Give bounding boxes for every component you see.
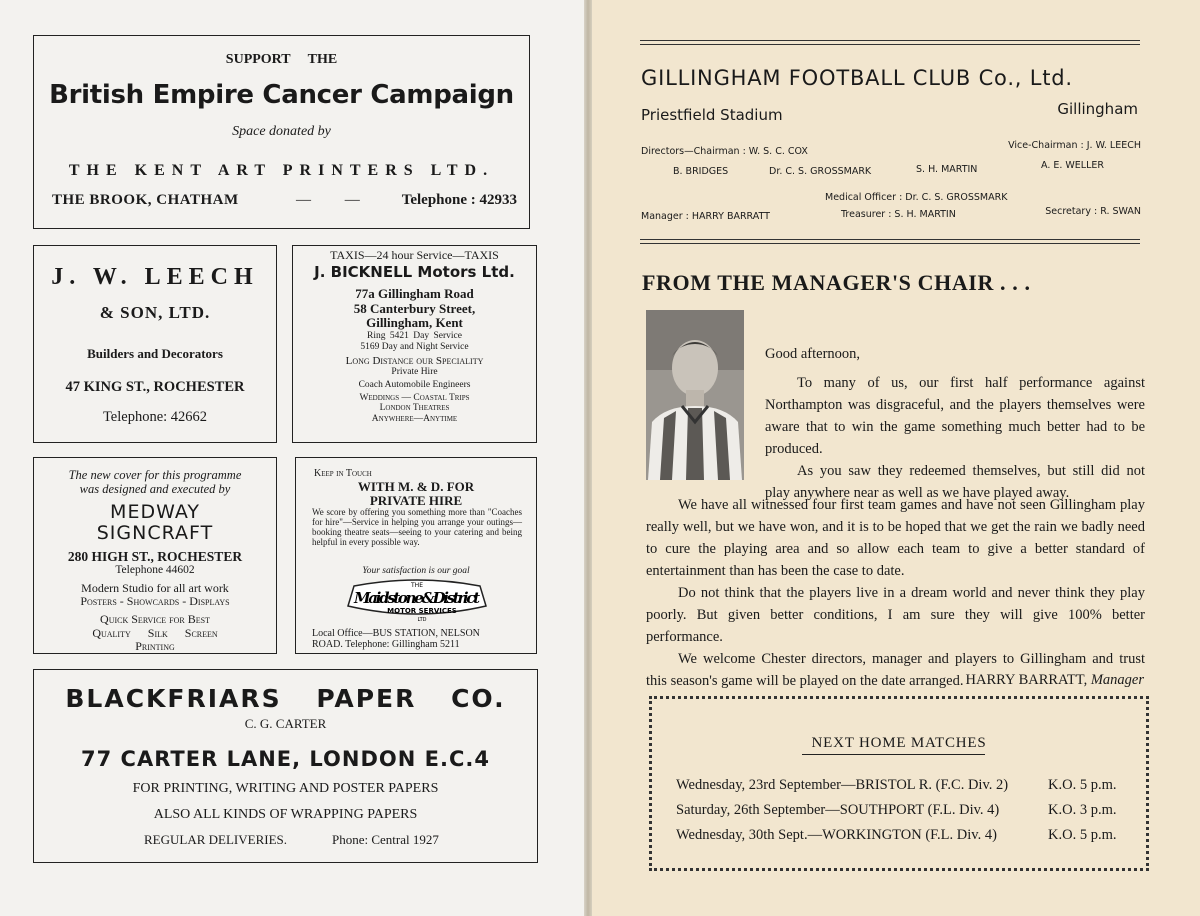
md-logo-main: Maidstone&District	[354, 589, 480, 607]
match-kickoff: K.O. 5 p.m.	[1048, 777, 1117, 793]
blackfriars-deliveries: REGULAR DELIVERIES.	[144, 832, 287, 847]
signature	[966, 672, 1144, 689]
md-with: WITH M. & D. FOR	[357, 479, 475, 494]
director-bridges: B. BRIDGES	[673, 166, 729, 177]
town: Gillingham	[1057, 100, 1138, 118]
mid-double-rule	[640, 239, 1140, 244]
cancer-campaign-ad	[33, 35, 530, 229]
treasurer: Treasurer : S. H. MARTIN	[841, 209, 956, 220]
md-logo	[342, 578, 492, 626]
leech-phone: Telephone: 42662	[102, 409, 208, 425]
md-logo-ltd: LTD	[417, 617, 427, 623]
bicknell-addr2: 58 Canterbury Street,	[353, 300, 476, 316]
bicknell-weddings: Weddings — Coastal Trips	[359, 392, 470, 403]
letter-p5: We welcome Chester directors, manager and players to Gillingham and trust this season's game will be played on the date arranged.	[646, 651, 1145, 689]
medway-ad	[33, 457, 277, 654]
letter-p4: Do not think that the players live in a dream world and never think they play poorly. But given better conditions, I am sure they will give 100% better performance.	[646, 585, 1145, 645]
bicknell-ad	[292, 245, 537, 443]
blackfriars-line1: FOR PRINTING, WRITING AND POSTER PAPERS	[132, 781, 439, 796]
medway-phone: Telephone 44602	[115, 563, 195, 576]
medway-quality: Quality Silk Screen	[92, 625, 218, 640]
medway-posters: Posters - Showcards - Displays	[80, 593, 230, 608]
match-kickoff: K.O. 3 p.m.	[1048, 802, 1117, 818]
medical-officer: Medical Officer : Dr. C. S. GROSSMARK	[825, 192, 1008, 203]
bicknell-speciality: Long Distance our Speciality	[345, 355, 484, 368]
letter-p3: We have all witnessed four first team games and have not seen Gillingham play really well, but we have won, and it is to be hoped that we get the rain we badly need to cure the playing area and so allow each team to give a better standard of entertainment than has been the case to date.	[646, 497, 1145, 579]
medway-name2: SIGNCRAFT	[96, 522, 214, 545]
match-kickoff: K.O. 5 p.m.	[1048, 827, 1117, 843]
signature-name: HARRY BARRATT,	[965, 672, 1088, 688]
director-weller: A. E. WELLER	[1041, 160, 1104, 171]
blackfriars-name: BLACKFRIARS PAPER CO.	[65, 684, 506, 713]
bicknell-coach: Coach Automobile Engineers	[358, 380, 471, 391]
letter-block-full	[646, 494, 1145, 692]
address-dashes: — —	[296, 192, 360, 208]
bicknell-name: J. BICKNELL Motors Ltd.	[314, 263, 515, 282]
bicknell-addr3: Gillingham, Kent	[366, 315, 463, 331]
blackfriars-line2: ALSO ALL KINDS OF WRAPPING PAPERS	[153, 807, 418, 822]
md-logo-top: THE	[411, 582, 423, 589]
medway-printing: Printing	[135, 639, 175, 654]
medway-name1: MEDWAY	[110, 501, 200, 523]
md-office1: Local Office—BUS STATION, NELSON	[312, 628, 480, 639]
leech-ad	[33, 245, 277, 443]
leech-address: 47 KING ST., ROCHESTER	[65, 379, 245, 395]
md-satisfaction: Your satisfaction is our goal	[362, 566, 470, 576]
medway-quick: Quick Service for Best	[100, 612, 210, 627]
bicknell-theatres: London Theatres	[379, 403, 450, 414]
leech-name: J. W. LEECH	[51, 264, 259, 290]
match-fixture: Wednesday, 23rd September—BRISTOL R. (F.C. Div. 2)	[676, 777, 1009, 793]
cancer-title: British Empire Cancer Campaign	[49, 80, 514, 110]
blackfriars-phone: Phone: Central 1927	[332, 832, 439, 847]
printer-address: THE BROOK, CHATHAM	[52, 192, 239, 208]
match-fixture: Wednesday, 30th Sept.—WORKINGTON (F.L. Div. 4)	[676, 827, 997, 843]
printer-name: THE KENT ART PRINTERS LTD.	[68, 162, 495, 179]
blackfriars-carter: C. G. CARTER	[244, 716, 327, 731]
support-text: SUPPORT THE	[225, 52, 338, 67]
chairman: Directors—Chairman : W. S. C. COX	[641, 146, 808, 157]
leech-son: & SON, LTD.	[99, 303, 211, 322]
matches-title-underline	[802, 754, 985, 755]
top-double-rule	[640, 40, 1140, 45]
medway-line2: was designed and executed by	[79, 482, 231, 496]
blackfriars-address: 77 CARTER LANE, LONDON E.C.4	[81, 747, 490, 771]
stadium: Priestfield Stadium	[641, 106, 783, 124]
match-fixture: Saturday, 26th September—SOUTHPORT (F.L. Div. 4)	[676, 802, 1000, 818]
greeting: Good afternoon,	[765, 346, 861, 362]
medway-studio: Modern Studio for all art work	[81, 580, 229, 595]
taxis-line: TAXIS—24 hour Service—TAXIS	[330, 248, 499, 262]
manager-line: Manager : HARRY BARRATT	[641, 211, 770, 222]
medway-line1: The new cover for this programme	[68, 468, 242, 482]
match-row	[676, 827, 1126, 844]
match-row	[676, 777, 1126, 794]
md-office2: ROAD. Telephone: Gillingham 5211	[312, 639, 460, 650]
manager-photo	[646, 310, 744, 480]
space-donated: Space donated by	[232, 124, 331, 139]
bicknell-ring1: Ring 5421 Day Service	[367, 330, 462, 341]
medway-address: 280 HIGH ST., ROCHESTER	[67, 548, 243, 564]
blackfriars-ad	[33, 669, 538, 863]
club-name: GILLINGHAM FOOTBALL CLUB Co., Ltd.	[641, 66, 1073, 90]
bicknell-anywhere: Anywhere—Anytime	[371, 413, 458, 424]
secretary: Secretary : R. SWAN	[1045, 206, 1141, 217]
letter-block-indented	[765, 372, 1145, 504]
vice-chairman: Vice-Chairman : J. W. LEECH	[1008, 140, 1141, 151]
director-martin: S. H. MARTIN	[916, 164, 978, 175]
bicknell-hire: Private Hire	[391, 367, 438, 378]
bicknell-ring2: 5169 Day and Night Service	[360, 341, 469, 352]
md-keep: Keep in Touch	[314, 468, 372, 479]
letter-p1: To many of us, our first half performance against Northampton was disgraceful, and the players themselves were aware that to win the game something much better had to be produced.	[765, 375, 1145, 457]
director-grossmark: Dr. C. S. GROSSMARK	[769, 166, 872, 177]
md-body: We score by offering you something more than "Coaches for hire"—Service in helping you arrange your outings—booking theatre seats—seeing to your catering and being helpful in every possible way.	[312, 507, 522, 547]
printer-phone: Telephone : 42933	[401, 192, 517, 208]
letter-p2: As you saw they redeemed themselves, but still did not play anywhere near as well as we have played away.	[765, 463, 1145, 501]
md-logo-sub: MOTOR SERVICES	[387, 607, 457, 615]
page-spine	[584, 0, 592, 916]
leech-trade: Builders and Decorators	[87, 346, 223, 361]
md-hire: PRIVATE HIRE	[369, 493, 463, 508]
manager-heading: FROM THE MANAGER'S CHAIR . . .	[642, 270, 1031, 295]
bicknell-addr1: 77a Gillingham Road	[355, 286, 474, 302]
maidstone-district-ad	[295, 457, 537, 654]
matches-title: NEXT HOME MATCHES	[811, 735, 987, 751]
signature-role: Manager	[1090, 672, 1144, 688]
match-row	[676, 802, 1126, 819]
